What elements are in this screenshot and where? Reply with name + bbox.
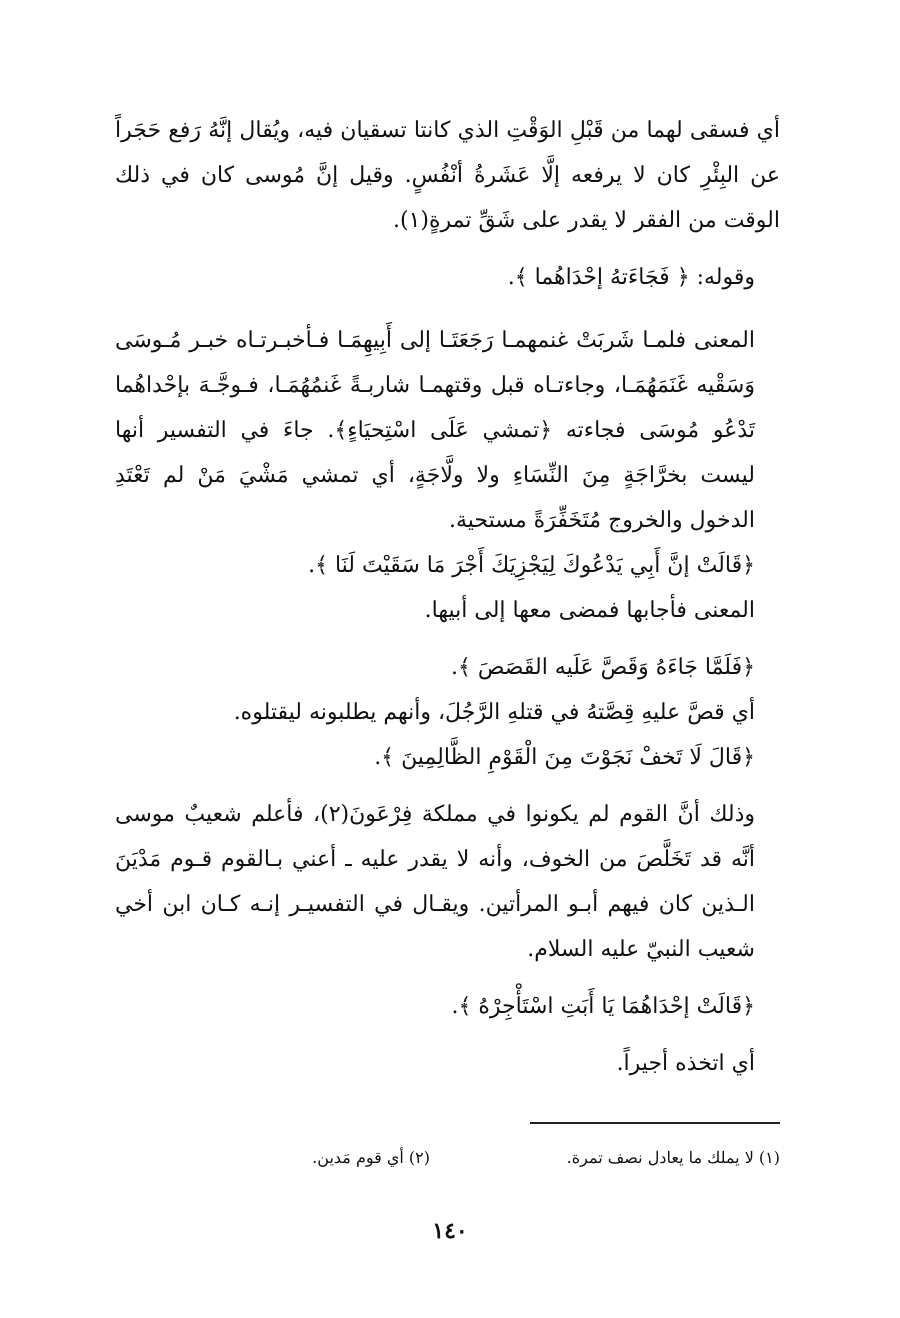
paragraph-3: المعنى فأجابها فمضى معها إلى أبيها. bbox=[424, 598, 755, 623]
paragraph-1: أي فسقى لهما من قَبْلِ الوَقْتِ الذي كانتا تسقيان فيه، ويُقال إنَّهُ رَفع حَجَراً عن البِئْرِ كان لا يرفعه إلَّا عَشَرةُ أنْفُسٍ. وقيل إنَّ مُوسى كان في ذلك الوقت من الفقر لا يقدر على شَقِّ تمرةٍ(١). bbox=[115, 118, 780, 233]
verse-quote-5: ﴿قَالَتْ إحْدَاهُمَا يَا أَبَتِ اسْتَأْجِرْهُ ﴾. bbox=[451, 994, 755, 1019]
paragraph-6: أي اتخذه أجيراً. bbox=[616, 1051, 755, 1076]
paragraph-2: المعنى فلمـا شَربَتْ غنمهمـا رَجَعَتَـا إلى أَبِيهِمَـا فـأخبـرتـاه خبـر مُـوسَى وَسَقْيه غَنَمَهُمَـا، وجاءتـاه قبل وقتهمـا شاربـةً غَنمُهُمَـا، فـوجَّـهَ بإحْداهُما تَدْعُو مُوسَى فجاءته ﴿تمشي عَلَى اسْتِحيَاءٍ﴾. جاءَ في التفسير أنها ليست بخرَّاجَةٍ مِنَ النِّسَاءِ ولا ولَّاجَةٍ، أي تمشي مَشْيَ مَنْ لم تَعْتَدِ الدخول والخروج مُتَخَفِّرَةً مستحية. bbox=[115, 328, 755, 533]
page-number: ١٤٠ bbox=[432, 1218, 468, 1244]
paragraph-5: وذلك أنَّ القوم لم يكونوا في مملكة فِرْعَونَ(٢)، فأعلم شعيبٌ موسى أنَّه قد تَخَلَّصَ من الخوف، وأنه لا يقدر عليه ـ أعني بـالقوم قـوم مَدْيَنَ الـذين كان فيهم أبـو المرأتين. ويقـال في التفسيـر إنـه كـان ابن أخي شعيب النبيّ عليه السلام. bbox=[115, 802, 755, 962]
footnote-divider bbox=[530, 1122, 780, 1124]
footnote-2: (٢) أي قوم مَدين. bbox=[312, 1148, 430, 1167]
verse-quote-4: ﴿قَالَ لَا تَخفْ نَجَوْتَ مِنَ الْقَوْمِ الظَّالِمِينَ ﴾. bbox=[374, 745, 755, 770]
verse-quote-2: ﴿قَالَتْ إنَّ أَبِي يَدْعُوكَ لِيَجْزِيَكَ أَجْرَ مَا سَقَيْتَ لَنَا ﴾. bbox=[308, 553, 755, 578]
main-text bbox=[115, 108, 780, 1086]
paragraph-4: أي قصَّ عليهِ قِصَّتهُ في قتلهِ الرَّجُلَ، وأنهم يطلبونه ليقتلوه. bbox=[233, 700, 755, 725]
footnote-1: (١) لا يملك ما يعادل نصف تمرة. bbox=[566, 1148, 780, 1167]
verse-quote-3: ﴿فَلَمَّا جَاءَهُ وَقَصَّ عَلَيه القَصَصَ ﴾. bbox=[450, 655, 755, 680]
footnotes bbox=[300, 1144, 780, 1172]
verse-quote-1: وقوله: ﴿ فَجَاءَتهُ إحْدَاهُما ﴾. bbox=[507, 265, 755, 290]
